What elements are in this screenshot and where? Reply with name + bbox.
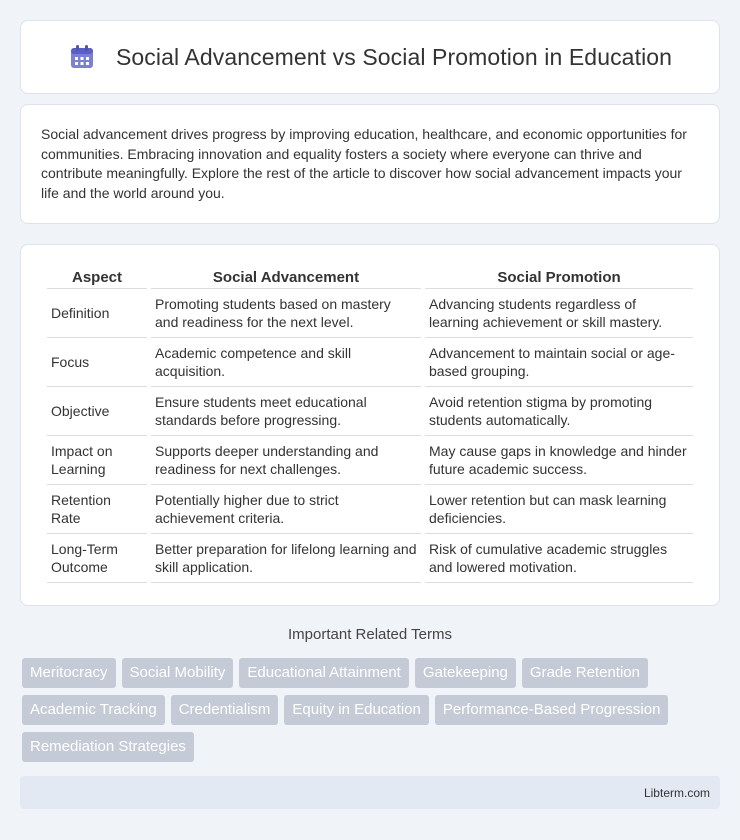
advancement-cell: Promoting students based on mastery and readiness for the next level. bbox=[151, 289, 421, 338]
aspect-cell: Definition bbox=[47, 289, 147, 338]
aspect-cell: Long-Term Outcome bbox=[47, 534, 147, 583]
table-row bbox=[47, 534, 693, 583]
term-tag[interactable]: Social Mobility bbox=[122, 658, 234, 688]
comparison-card bbox=[20, 244, 720, 606]
footer bbox=[20, 776, 720, 809]
promotion-cell: May cause gaps in knowledge and hinder future academic success. bbox=[425, 436, 693, 485]
advancement-cell: Potentially higher due to strict achievement criteria. bbox=[151, 485, 421, 534]
term-tag[interactable]: Grade Retention bbox=[522, 658, 648, 688]
term-tag[interactable]: Remediation Strategies bbox=[22, 732, 194, 762]
table-row bbox=[47, 436, 693, 485]
calendar-icon bbox=[68, 43, 96, 71]
related-terms-list bbox=[22, 658, 722, 762]
advancement-cell: Ensure students meet educational standards before progressing. bbox=[151, 387, 421, 436]
promotion-cell: Advancing students regardless of learning achievement or skill mastery. bbox=[425, 289, 693, 338]
aspect-cell: Retention Rate bbox=[47, 485, 147, 534]
term-tag[interactable]: Equity in Education bbox=[284, 695, 428, 725]
advancement-cell: Supports deeper understanding and readiness for next challenges. bbox=[151, 436, 421, 485]
header-social-promotion: Social Promotion bbox=[425, 265, 693, 289]
aspect-cell: Impact on Learning bbox=[47, 436, 147, 485]
aspect-cell: Objective bbox=[47, 387, 147, 436]
term-tag[interactable]: Meritocracy bbox=[22, 658, 116, 688]
term-tag[interactable]: Educational Attainment bbox=[239, 658, 408, 688]
term-tag[interactable]: Credentialism bbox=[171, 695, 279, 725]
table-row bbox=[47, 338, 693, 387]
term-tag[interactable]: Performance-Based Progression bbox=[435, 695, 669, 725]
table-row bbox=[47, 289, 693, 338]
promotion-cell: Lower retention but can mask learning deficiencies. bbox=[425, 485, 693, 534]
intro-card bbox=[20, 104, 720, 224]
advancement-cell: Academic competence and skill acquisition. bbox=[151, 338, 421, 387]
term-tag[interactable]: Gatekeeping bbox=[415, 658, 516, 688]
comparison-table bbox=[43, 265, 697, 583]
table-header-row bbox=[47, 265, 693, 289]
header-social-advancement: Social Advancement bbox=[151, 265, 421, 289]
page-title: Social Advancement vs Social Promotion in Education bbox=[115, 43, 673, 70]
term-tag[interactable]: Academic Tracking bbox=[22, 695, 165, 725]
header-aspect: Aspect bbox=[47, 265, 147, 289]
intro-text: Social advancement drives progress by improving education, healthcare, and economic opportunities for communities. Embracing innovation and equality fosters a society where everyone can thrive and contribute meaningfully. Explore the rest of the article to discover how social advancement impacts your life and the world around you. bbox=[41, 126, 687, 201]
title-card bbox=[20, 20, 720, 94]
table-row bbox=[47, 387, 693, 436]
advancement-cell: Better preparation for lifelong learning and skill application. bbox=[151, 534, 421, 583]
table-row bbox=[47, 485, 693, 534]
aspect-cell: Focus bbox=[47, 338, 147, 387]
promotion-cell: Avoid retention stigma by promoting students automatically. bbox=[425, 387, 693, 436]
promotion-cell: Risk of cumulative academic struggles and lowered motivation. bbox=[425, 534, 693, 583]
promotion-cell: Advancement to maintain social or age-based grouping. bbox=[425, 338, 693, 387]
footer-site-link[interactable]: Libterm.com bbox=[643, 785, 710, 800]
related-terms-heading: Important Related Terms bbox=[288, 626, 452, 643]
